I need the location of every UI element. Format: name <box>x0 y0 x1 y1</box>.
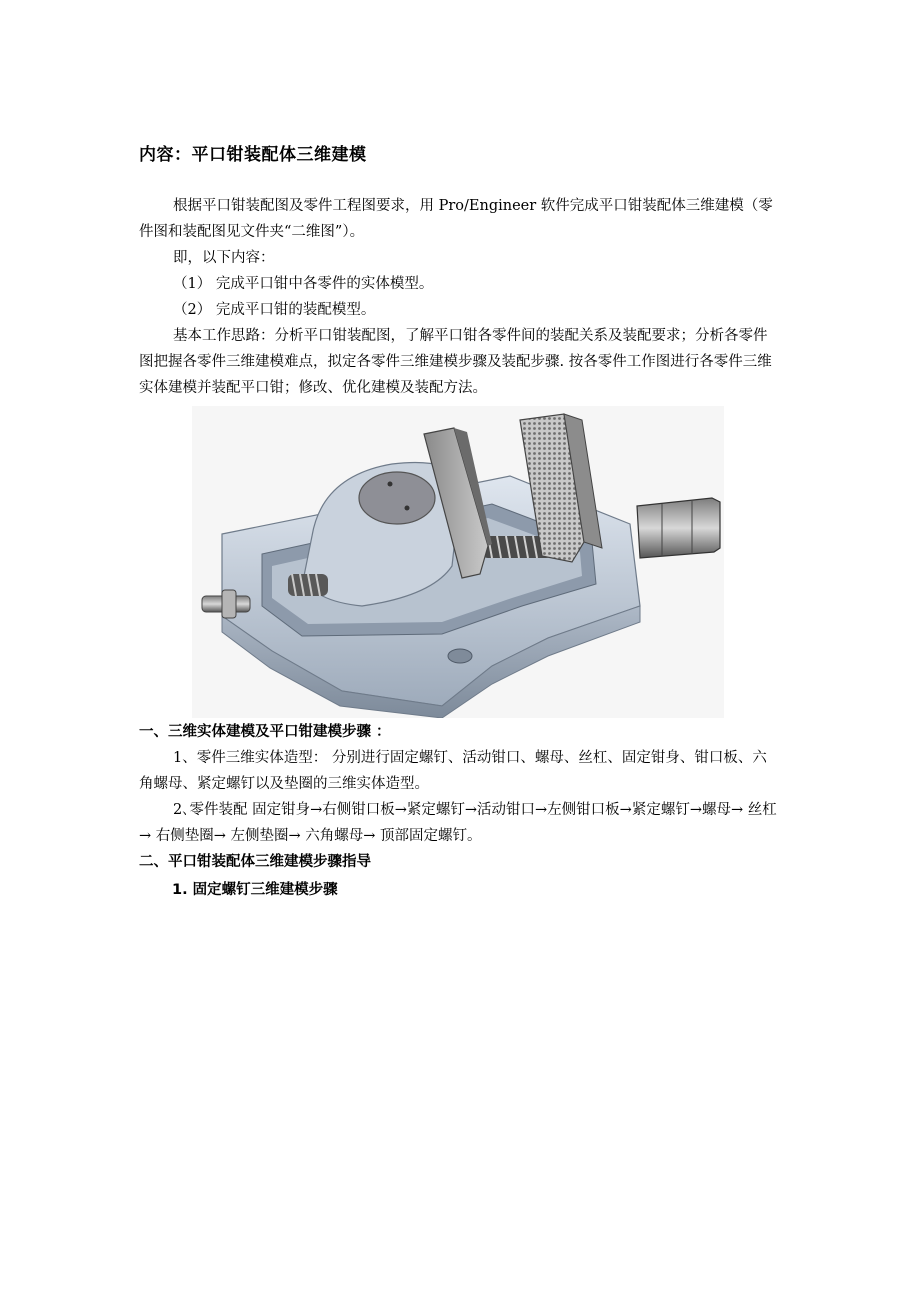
basic-idea-paragraph: 基本工作思路：分析平口钳装配图，了解平口钳各零件间的装配关系及装配要求；分析各零件图把握各零件三维建模难点，拟定各零件三维建模步骤及装配步骤. 按各零件工作图进行各零件三维实体建模并装配平口钳；修改、优化建模及装配方法。 <box>139 328 772 396</box>
content-lead: 即，以下内容： <box>173 250 275 266</box>
vise-3d-model-image <box>192 406 724 718</box>
list-item-2: （2） 完成平口钳的装配模型。 <box>173 302 376 318</box>
section2-heading: 二、平口钳装配体三维建模步骤指导 <box>139 854 371 870</box>
list-item-1: （1） 完成平口钳中各零件的实体模型。 <box>173 276 434 292</box>
section2-subheading-1: 1. 固定螺钉三维建模步骤 <box>172 882 338 898</box>
intro-paragraph: 根据平口钳装配图及零件工程图要求，用 Pro/Engineer 软件完成平口钳装配体三维建模（零件图和装配图见文件夹“二维图”）。 <box>139 198 773 240</box>
section1-heading: 一、三维实体建模及平口钳建模步骤 ： <box>139 724 391 740</box>
section1-paragraph-2: 2､零件装配 固定钳身→右侧钳口板→紧定螺钉→活动钳口→左侧钳口板→紧定螺钉→螺母→ 丝杠→ 右侧垫圈→ 左侧垫圈→ 六角螺母→ 顶部固定螺钉。 <box>139 802 777 844</box>
page-title: 内容：平口钳装配体三维建模 <box>139 145 367 165</box>
section1-paragraph-1: 1、零件三维实体造型： 分别进行固定螺钉、活动钳口、螺母、丝杠、固定钳身、钳口板、六角螺母、紧定螺钉以及垫圈的三维实体造型。 <box>139 750 767 792</box>
